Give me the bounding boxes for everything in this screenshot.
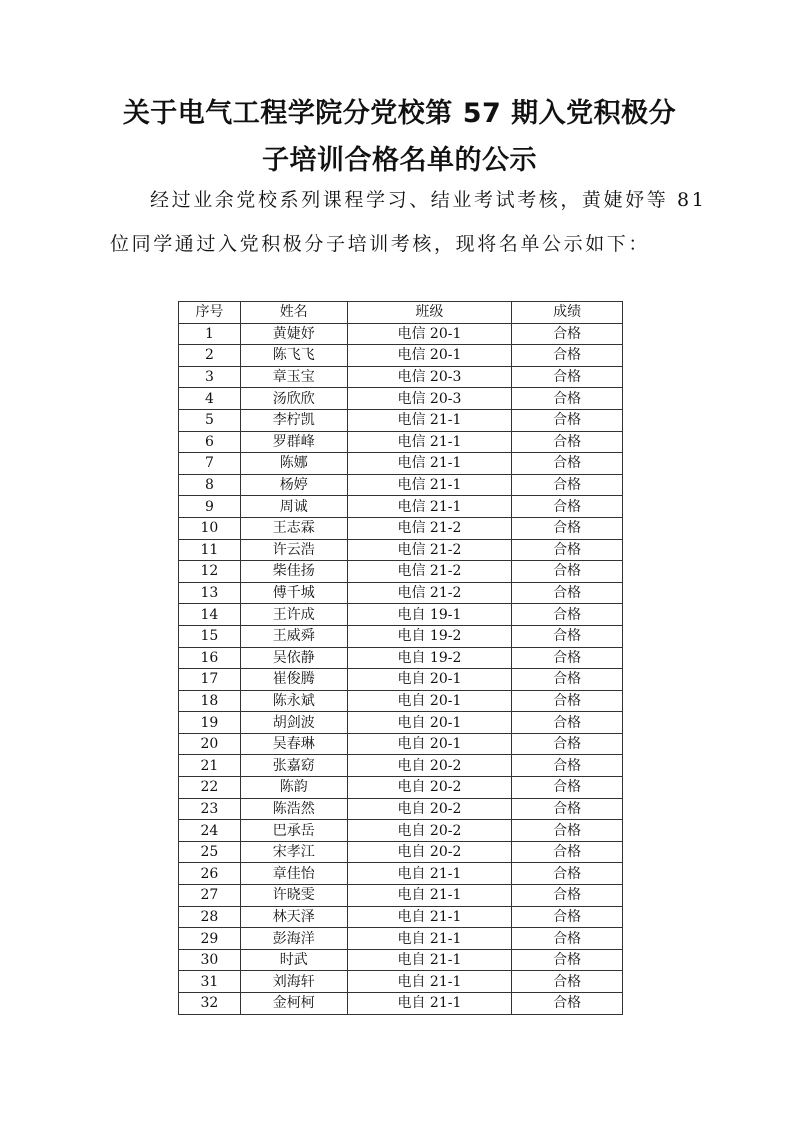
- cell-index: 11: [179, 539, 241, 561]
- document-title-line-2: 子培训合格名单的公示: [262, 145, 537, 176]
- cell-index: 23: [179, 798, 241, 820]
- header-class: 班级: [347, 302, 512, 324]
- cell-index: 2: [179, 345, 241, 367]
- cell-name: 巴承岳: [240, 820, 347, 842]
- cell-name: 柴佳扬: [240, 561, 347, 583]
- cell-result: 合格: [512, 669, 623, 691]
- table-row: [179, 453, 623, 475]
- document-title-line-1: 关于电气工程学院分党校第 57 期入党积极分: [122, 98, 677, 129]
- cell-index: 26: [179, 863, 241, 885]
- cell-name: 陈浩然: [240, 798, 347, 820]
- cell-result: 合格: [512, 798, 623, 820]
- table-row: [179, 669, 623, 691]
- cell-name: 陈飞飞: [240, 345, 347, 367]
- table-row: [179, 928, 623, 950]
- cell-result: 合格: [512, 345, 623, 367]
- cell-index: 8: [179, 474, 241, 496]
- cell-index: 9: [179, 496, 241, 518]
- table-row: [179, 539, 623, 561]
- cell-name: 许晓雯: [240, 885, 347, 907]
- table-body: [179, 323, 623, 1014]
- table-row: [179, 733, 623, 755]
- cell-result: 合格: [512, 863, 623, 885]
- cell-class: 电自 19-2: [347, 647, 512, 669]
- table-row: [179, 431, 623, 453]
- cell-class: 电信 21-1: [347, 474, 512, 496]
- cell-index: 14: [179, 604, 241, 626]
- cell-name: 黄婕妤: [240, 323, 347, 345]
- cell-index: 16: [179, 647, 241, 669]
- cell-name: 宋孝江: [240, 841, 347, 863]
- table-row: [179, 993, 623, 1015]
- table-row: [179, 949, 623, 971]
- cell-class: 电信 21-1: [347, 431, 512, 453]
- cell-index: 6: [179, 431, 241, 453]
- cell-result: 合格: [512, 431, 623, 453]
- cell-result: 合格: [512, 928, 623, 950]
- cell-result: 合格: [512, 906, 623, 928]
- cell-index: 27: [179, 885, 241, 907]
- cell-index: 7: [179, 453, 241, 475]
- table-row: [179, 323, 623, 345]
- cell-index: 25: [179, 841, 241, 863]
- cell-name: 吴依静: [240, 647, 347, 669]
- cell-index: 20: [179, 733, 241, 755]
- cell-class: 电自 20-1: [347, 712, 512, 734]
- cell-result: 合格: [512, 582, 623, 604]
- cell-name: 傅千城: [240, 582, 347, 604]
- cell-result: 合格: [512, 366, 623, 388]
- cell-index: 10: [179, 517, 241, 539]
- cell-result: 合格: [512, 496, 623, 518]
- cell-result: 合格: [512, 777, 623, 799]
- cell-index: 15: [179, 625, 241, 647]
- cell-index: 22: [179, 777, 241, 799]
- cell-class: 电信 20-3: [347, 388, 512, 410]
- cell-name: 许云浩: [240, 539, 347, 561]
- table-row: [179, 690, 623, 712]
- cell-result: 合格: [512, 561, 623, 583]
- cell-index: 29: [179, 928, 241, 950]
- cell-result: 合格: [512, 755, 623, 777]
- table-row: [179, 625, 623, 647]
- table-row: [179, 517, 623, 539]
- cell-result: 合格: [512, 733, 623, 755]
- cell-class: 电信 21-2: [347, 539, 512, 561]
- cell-result: 合格: [512, 971, 623, 993]
- cell-class: 电自 20-2: [347, 755, 512, 777]
- table-row: [179, 712, 623, 734]
- cell-class: 电信 21-1: [347, 453, 512, 475]
- table-row: [179, 366, 623, 388]
- cell-class: 电自 21-1: [347, 928, 512, 950]
- cell-class: 电自 20-2: [347, 841, 512, 863]
- cell-class: 电自 21-1: [347, 971, 512, 993]
- cell-class: 电信 20-3: [347, 366, 512, 388]
- table-row: [179, 604, 623, 626]
- cell-result: 合格: [512, 993, 623, 1015]
- cell-class: 电自 21-1: [347, 949, 512, 971]
- cell-class: 电自 20-2: [347, 820, 512, 842]
- cell-name: 张嘉窈: [240, 755, 347, 777]
- table-row: [179, 885, 623, 907]
- cell-index: 1: [179, 323, 241, 345]
- cell-result: 合格: [512, 841, 623, 863]
- cell-name: 汤欣欣: [240, 388, 347, 410]
- cell-class: 电自 20-1: [347, 669, 512, 691]
- table-row: [179, 906, 623, 928]
- cell-result: 合格: [512, 690, 623, 712]
- cell-class: 电自 20-2: [347, 777, 512, 799]
- cell-index: 12: [179, 561, 241, 583]
- cell-name: 彭海洋: [240, 928, 347, 950]
- cell-name: 罗群峰: [240, 431, 347, 453]
- cell-result: 合格: [512, 647, 623, 669]
- cell-index: 30: [179, 949, 241, 971]
- cell-index: 24: [179, 820, 241, 842]
- table-row: [179, 841, 623, 863]
- cell-class: 电自 20-2: [347, 798, 512, 820]
- qualified-list-table: [178, 301, 623, 1015]
- cell-index: 32: [179, 993, 241, 1015]
- cell-index: 28: [179, 906, 241, 928]
- table-row: [179, 777, 623, 799]
- cell-name: 时武: [240, 949, 347, 971]
- cell-index: 13: [179, 582, 241, 604]
- cell-name: 崔俊腾: [240, 669, 347, 691]
- cell-index: 19: [179, 712, 241, 734]
- cell-name: 刘海轩: [240, 971, 347, 993]
- cell-result: 合格: [512, 409, 623, 431]
- cell-name: 李柠凯: [240, 409, 347, 431]
- cell-name: 陈娜: [240, 453, 347, 475]
- cell-class: 电信 20-1: [347, 345, 512, 367]
- cell-class: 电自 19-1: [347, 604, 512, 626]
- cell-name: 吴春琳: [240, 733, 347, 755]
- cell-index: 4: [179, 388, 241, 410]
- table-row: [179, 496, 623, 518]
- cell-result: 合格: [512, 712, 623, 734]
- cell-name: 王许成: [240, 604, 347, 626]
- header-result: 成绩: [512, 302, 623, 324]
- table-row: [179, 582, 623, 604]
- cell-result: 合格: [512, 820, 623, 842]
- cell-result: 合格: [512, 517, 623, 539]
- intro-paragraph-line-1: 经过业余党校系列课程学习、结业考试考核，黄婕妤等 81: [150, 189, 707, 211]
- cell-class: 电信 21-1: [347, 496, 512, 518]
- cell-name: 周诚: [240, 496, 347, 518]
- cell-class: 电自 21-1: [347, 906, 512, 928]
- table-row: [179, 474, 623, 496]
- cell-name: 陈韵: [240, 777, 347, 799]
- table-row: [179, 409, 623, 431]
- cell-class: 电自 20-1: [347, 690, 512, 712]
- cell-class: 电自 20-1: [347, 733, 512, 755]
- cell-index: 3: [179, 366, 241, 388]
- cell-name: 王志霖: [240, 517, 347, 539]
- cell-name: 杨婷: [240, 474, 347, 496]
- table-row: [179, 647, 623, 669]
- cell-class: 电信 21-2: [347, 582, 512, 604]
- intro-paragraph-line-2: 位同学通过入党积极分子培训考核，现将名单公示如下：: [110, 233, 651, 255]
- cell-class: 电信 20-1: [347, 323, 512, 345]
- table-row: [179, 971, 623, 993]
- cell-name: 林天泽: [240, 906, 347, 928]
- table-row: [179, 798, 623, 820]
- cell-index: 31: [179, 971, 241, 993]
- cell-name: 王威舜: [240, 625, 347, 647]
- cell-class: 电信 21-1: [347, 409, 512, 431]
- cell-result: 合格: [512, 388, 623, 410]
- cell-result: 合格: [512, 474, 623, 496]
- table-row: [179, 388, 623, 410]
- cell-result: 合格: [512, 885, 623, 907]
- cell-class: 电自 19-2: [347, 625, 512, 647]
- table-row: [179, 561, 623, 583]
- cell-class: 电自 21-1: [347, 885, 512, 907]
- cell-result: 合格: [512, 453, 623, 475]
- cell-class: 电自 21-1: [347, 863, 512, 885]
- cell-index: 21: [179, 755, 241, 777]
- cell-name: 章玉宝: [240, 366, 347, 388]
- cell-result: 合格: [512, 625, 623, 647]
- cell-class: 电自 21-1: [347, 993, 512, 1015]
- table-header-row: [179, 302, 623, 324]
- table-row: [179, 755, 623, 777]
- table-row: [179, 345, 623, 367]
- cell-name: 陈永斌: [240, 690, 347, 712]
- cell-class: 电信 21-2: [347, 561, 512, 583]
- cell-result: 合格: [512, 949, 623, 971]
- cell-name: 章佳怡: [240, 863, 347, 885]
- header-index: 序号: [179, 302, 241, 324]
- cell-index: 5: [179, 409, 241, 431]
- cell-name: 金柯柯: [240, 993, 347, 1015]
- cell-result: 合格: [512, 604, 623, 626]
- cell-class: 电信 21-2: [347, 517, 512, 539]
- table-row: [179, 820, 623, 842]
- header-name: 姓名: [240, 302, 347, 324]
- cell-index: 18: [179, 690, 241, 712]
- table-row: [179, 863, 623, 885]
- cell-result: 合格: [512, 539, 623, 561]
- cell-index: 17: [179, 669, 241, 691]
- cell-name: 胡剑波: [240, 712, 347, 734]
- cell-result: 合格: [512, 323, 623, 345]
